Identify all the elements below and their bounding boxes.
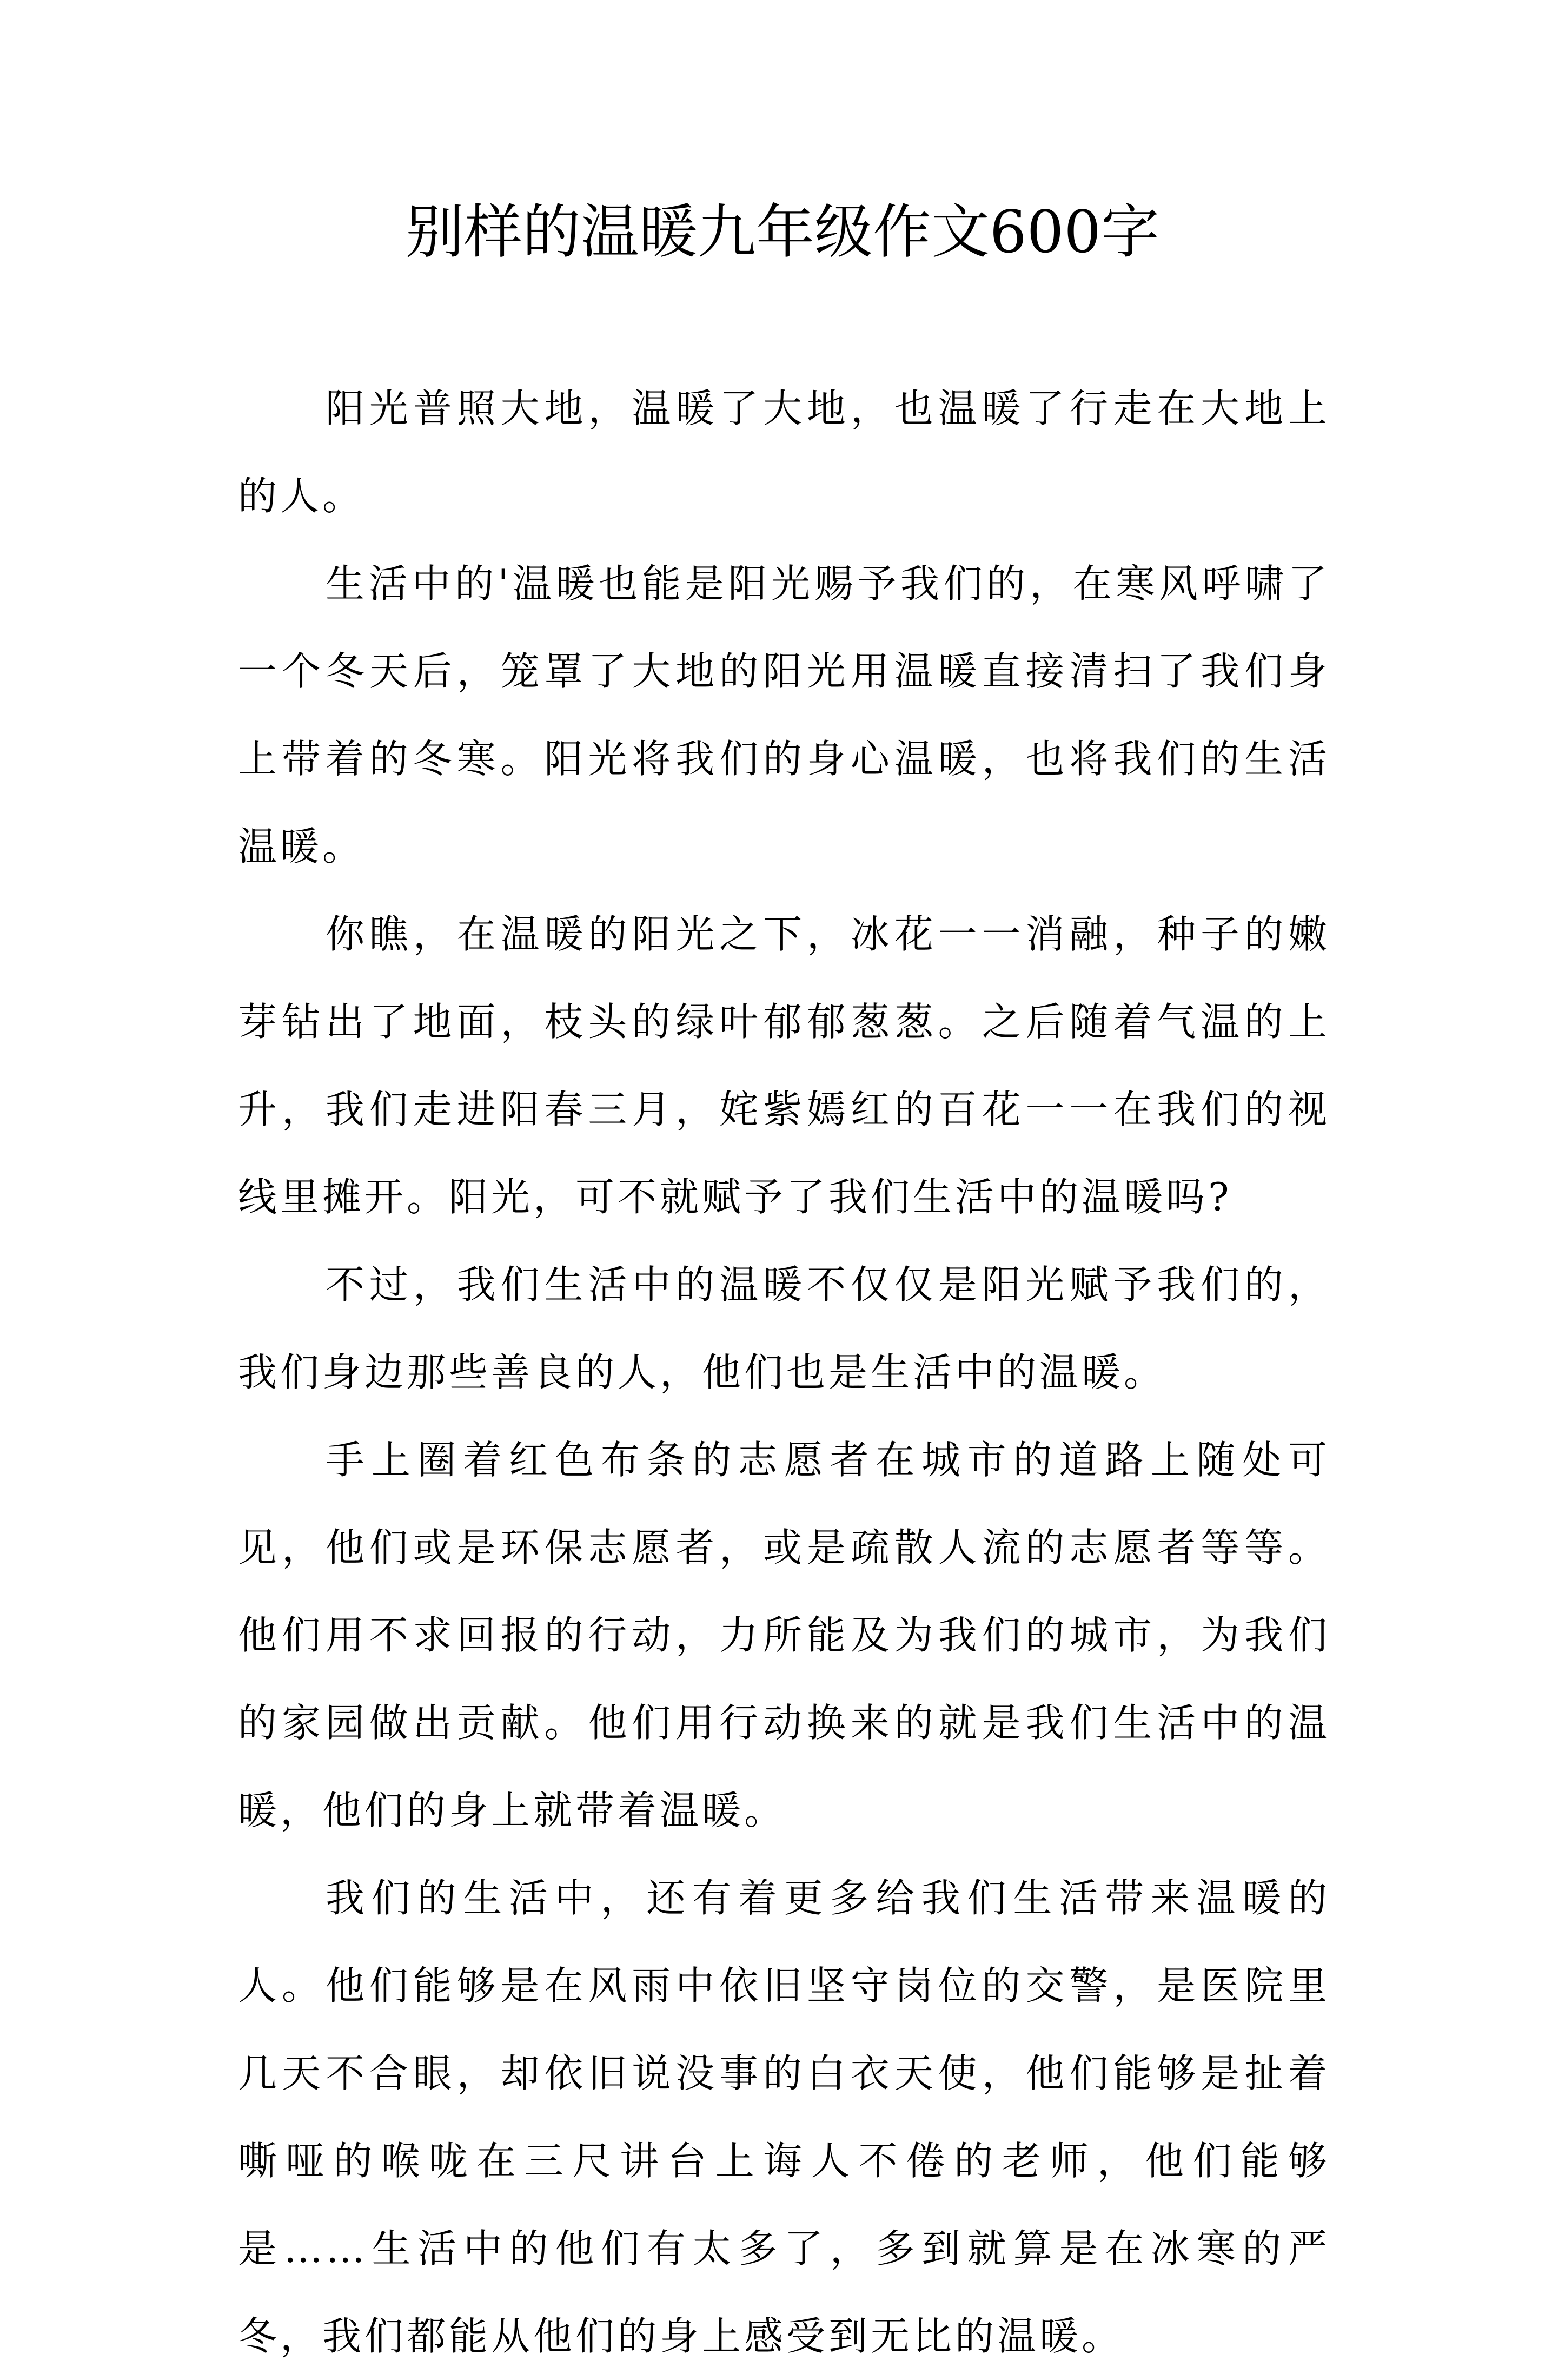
paragraph: 手上圈着红色布条的志愿者在城市的道路上随处可见，他们或是环保志愿者，或是疏散人流的志愿者等等。他们用不求回报的行动，力所能及为我们的城市，为我们的家园做出贡献。他们用行动换来的就是我们生活中的温暖，他们的身上就带着温暖。 xyxy=(238,1437,1330,1833)
paragraph: 阳光普照大地，温暖了大地，也温暖了行走在大地上的人。 xyxy=(238,386,1330,519)
paragraph: 不过，我们生活中的温暖不仅仅是阳光赋予我们的，我们身边那些善良的人，他们也是生活中的温暖。 xyxy=(238,1262,1330,1395)
document-title: 别样的温暖九年级作文600字 xyxy=(405,199,1160,266)
paragraph: 你瞧，在温暖的阳光之下，冰花一一消融，种子的嫩芽钻出了地面，枝头的绿叶郁郁葱葱。之后随着气温的上升，我们走进阳春三月，姹紫嫣红的百花一一在我们的视线里摊开。阳光，可不就赋予了我们生活中的温暖吗? xyxy=(238,911,1330,1220)
paragraph: 我们的生活中，还有着更多给我们生活带来温暖的人。他们能够是在风雨中依旧坚守岗位的交警，是医院里几天不合眼，却依旧说没事的白衣天使，他们能够是扯着嘶哑的喉咙在三尺讲台上诲人不倦的老师，他们能够是……生活中的他们有太多了，多到就算是在冰寒的严冬，我们都能从他们的身上感受到无比的温暖。 xyxy=(238,1875,1330,2359)
document-body xyxy=(238,365,1330,2380)
paragraph: 生活中的'温暖也能是阳光赐予我们的，在寒风呼啸了一个冬天后，笼罩了大地的阳光用温暖直接清扫了我们身上带着的冬寒。阳光将我们的身心温暖，也将我们的生活温暖。 xyxy=(238,561,1330,869)
